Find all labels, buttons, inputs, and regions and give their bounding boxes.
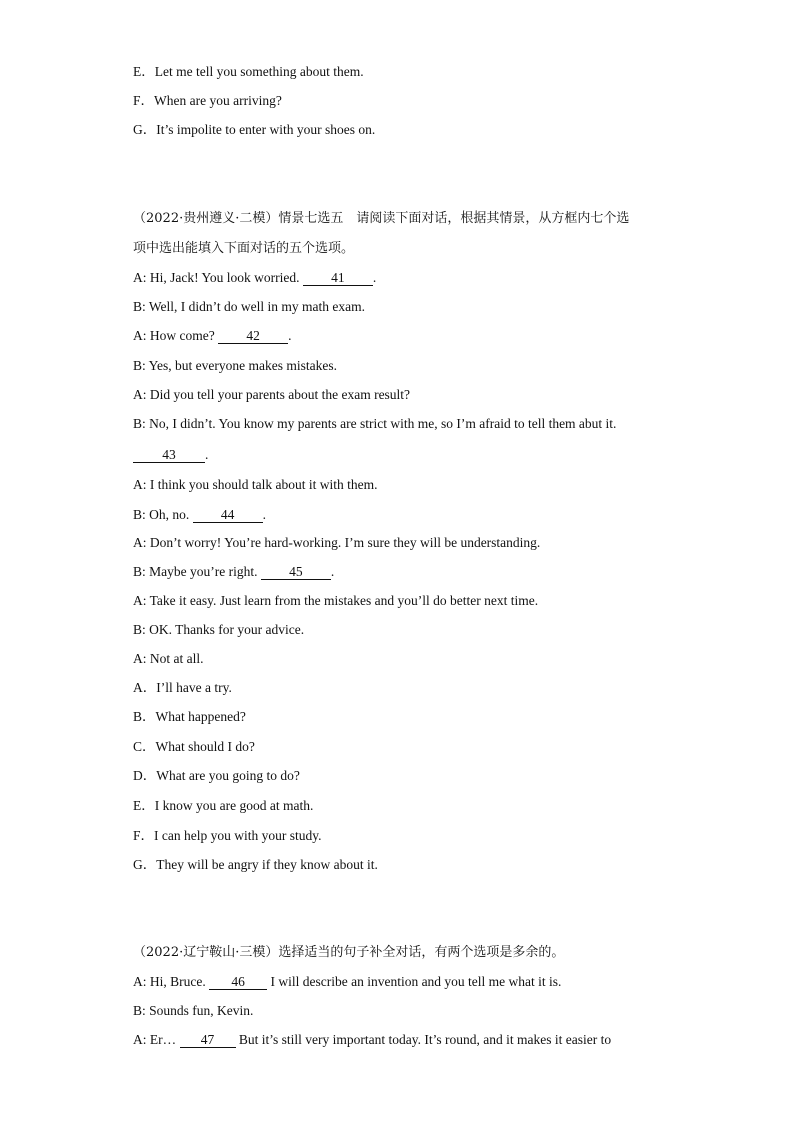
option-e: E．I know you are good at math. [133,798,314,813]
dialogue-line: B: Sounds fun, Kevin. [133,1003,254,1018]
option-a: A．I’ll have a try. [133,680,232,695]
blank-47: 47 [180,1033,236,1048]
dialogue-line: B: Well, I didn’t do well in my math exam. [133,299,366,314]
dialogue-line: A: Did you tell your parents about the exam result? [133,387,411,402]
dialogue-line: B: Yes, but everyone makes mistakes. [133,358,337,373]
dialogue-line: A: Take it easy. Just learn from the mistakes and you’ll do better next time. [133,593,539,608]
dialogue-line: A: Don’t worry! You’re hard-working. I’m sure they will be understanding. [133,535,541,550]
blank-41: 41 [303,271,373,286]
dialogue-line: B: OK. Thanks for your advice. [133,622,305,637]
option-f: F．When are you arriving? [133,93,282,108]
section-heading-cont: 项中选出能填入下面对话的五个选项。 [133,241,355,256]
blank-45: 45 [261,565,331,580]
dialogue-line: A: Er… 47 But it’s still very important today. It’s round, and it makes it easier to [133,1032,612,1047]
section-heading: （2022·辽宁鞍山·三模）选择适当的句子补全对话，有两个选项是多余的。 [133,945,565,960]
dialogue-line: A: Hi, Bruce. 46 I will describe an invention and you tell me what it is. [133,974,562,989]
dialogue-line: B: No, I didn’t. You know my parents are strict with me, so I’m afraid to tell them abut it. [133,416,617,431]
dialogue-line: B: Oh, no. 44 . [133,507,267,522]
option-e: E．Let me tell you something about them. [133,64,364,79]
option-f: F．I can help you with your study. [133,828,322,843]
blank-44: 44 [193,508,263,523]
option-g: G．They will be angry if they know about it. [133,857,378,872]
dialogue-line: A: Not at all. [133,651,204,666]
option-b: B．What happened? [133,709,246,724]
blank-46: 46 [209,975,267,990]
blank-42: 42 [218,329,288,344]
option-c: C．What should I do? [133,739,255,754]
option-d: D．What are you going to do? [133,768,300,783]
option-g: G．It’s impolite to enter with your shoes on. [133,122,376,137]
dialogue-line: A: How come? 42 . [133,328,292,343]
blank-43: 43 [133,448,205,463]
dialogue-line: B: Maybe you’re right. 45 . [133,564,335,579]
dialogue-line: 43 . [133,447,208,463]
dialogue-line: A: I think you should talk about it with them. [133,477,378,492]
section-heading: （2022·贵州遵义·二模）情景七选五 请阅读下面对话，根据其情景，从方框内七个选 [133,211,630,226]
dialogue-line: A: Hi, Jack! You look worried. 41 . [133,270,377,285]
